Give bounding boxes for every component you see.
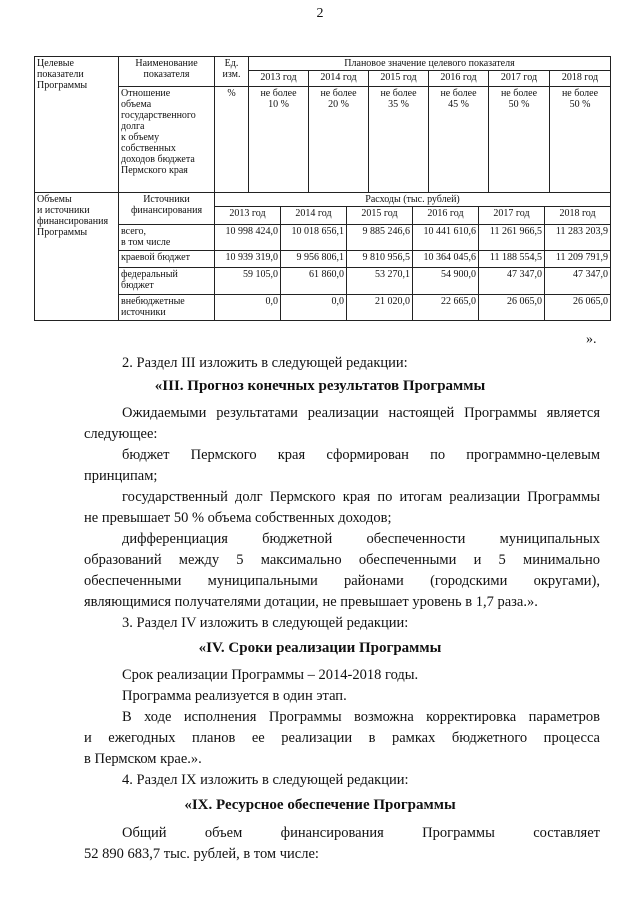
section-heading-IX: «IX. Ресурсное обеспечение Программы (184, 797, 456, 813)
programme-targets-label: Целевые показатели Программы (35, 57, 119, 193)
expense-value: 9 885 246,6 (347, 225, 413, 251)
year-header: 2017 год (489, 71, 550, 87)
paragraph-line: Общий объем финансирования Программы составляет (122, 825, 600, 841)
paragraph-line: государственный долг Пермского края по итогам реализации Программы (122, 489, 600, 505)
table-row (35, 295, 611, 321)
indicator-name: Отношение объема государственного долга к объему собственных доходов бюджета Пермского края (119, 87, 215, 193)
expense-value: 21 020,0 (347, 295, 413, 321)
sources-header: Источники финансирования (119, 193, 215, 225)
paragraph-line: не превышает 50 % объема собственных доходов; (84, 510, 392, 526)
indicator-unit: % (215, 87, 249, 193)
paragraph-line: Срок реализации Программы – 2014-2018 годы. (122, 667, 419, 683)
indicator-name-header: Наименование показателя (119, 57, 215, 87)
plan-value-header: Плановое значение целевого показателя (249, 57, 611, 71)
expense-value: 61 860,0 (281, 268, 347, 295)
table-row (35, 225, 611, 251)
paragraph-line: являющимися получателями дотации, не превышает уровень в 1,7 раза.». (84, 594, 538, 610)
expense-value: 54 900,0 (413, 268, 479, 295)
expense-value: 47 347,0 (545, 268, 611, 295)
indicator-value: не более 10 % (249, 87, 309, 193)
expense-value: 0,0 (215, 295, 281, 321)
year-header: 2014 год (281, 207, 347, 225)
expense-value: 26 065,0 (545, 295, 611, 321)
paragraph-line: бюджет Пермского края сформирован по программно-целевым (122, 447, 600, 463)
page-number: 2 (316, 6, 324, 21)
paragraph-item-2: 2. Раздел III изложить в следующей редакции: (122, 355, 408, 371)
indicator-value: не более 20 % (309, 87, 369, 193)
table-closing-quote: ». (586, 332, 597, 347)
expense-value: 0,0 (281, 295, 347, 321)
year-header: 2016 год (429, 71, 489, 87)
source-label: федеральный бюджет (119, 268, 215, 295)
paragraph-line: в Пермском крае.». (84, 751, 202, 767)
expense-value: 10 364 045,6 (413, 251, 479, 268)
source-label: всего, в том числе (119, 225, 215, 251)
year-header: 2014 год (309, 71, 369, 87)
expense-value: 59 105,0 (215, 268, 281, 295)
year-header: 2018 год (550, 71, 611, 87)
expense-value: 22 665,0 (413, 295, 479, 321)
paragraph-line: обеспеченными муниципальными районами (городскими округами), (84, 573, 600, 589)
expense-value: 9 956 806,1 (281, 251, 347, 268)
year-header: 2013 год (215, 207, 281, 225)
paragraph-line: Ожидаемыми результатами реализации настоящей Программы является (122, 405, 600, 421)
indicator-value: не более 35 % (369, 87, 429, 193)
year-header: 2015 год (347, 207, 413, 225)
expense-value: 26 065,0 (479, 295, 545, 321)
year-header: 2016 год (413, 207, 479, 225)
paragraph-line: дифференциация бюджетной обеспеченности муниципальных (122, 531, 600, 547)
expense-value: 53 270,1 (347, 268, 413, 295)
unit-header: Ед. изм. (215, 57, 249, 87)
expense-value: 9 810 956,5 (347, 251, 413, 268)
indicator-value: не более 50 % (489, 87, 550, 193)
year-header: 2015 год (369, 71, 429, 87)
expense-value: 11 209 791,9 (545, 251, 611, 268)
expense-value: 10 018 656,1 (281, 225, 347, 251)
expense-value: 10 998 424,0 (215, 225, 281, 251)
indicator-value: не более 50 % (550, 87, 611, 193)
target-indicators-table (34, 56, 611, 193)
source-label: внебюджетные источники (119, 295, 215, 321)
paragraph-line: следующее: (84, 426, 158, 442)
paragraph-item-4: 4. Раздел IX изложить в следующей редакции: (122, 772, 409, 788)
expense-value: 10 939 319,0 (215, 251, 281, 268)
expenses-header: Расходы (тыс. рублей) (215, 193, 611, 207)
table-row (35, 251, 611, 268)
paragraph-line: 52 890 683,7 тыс. рублей, в том числе: (84, 846, 319, 862)
paragraph-item-3: 3. Раздел IV изложить в следующей редакции: (122, 615, 409, 631)
expense-value: 11 283 203,9 (545, 225, 611, 251)
year-header: 2018 год (545, 207, 611, 225)
paragraph-line: В ходе исполнения Программы возможна корректировка параметров (122, 709, 600, 725)
section-heading-IV: «IV. Сроки реализации Программы (198, 640, 442, 656)
table-row (35, 268, 611, 295)
source-label: краевой бюджет (119, 251, 215, 268)
expense-value: 47 347,0 (479, 268, 545, 295)
financing-label: Объемы и источники финансирования Программы (35, 193, 119, 321)
expense-value: 10 441 610,6 (413, 225, 479, 251)
paragraph-line: и ежегодных планов ее реализации в рамках бюджетного процесса (84, 730, 600, 746)
financing-table (34, 192, 611, 321)
indicator-value: не более 45 % (429, 87, 489, 193)
paragraph-line: принципам; (84, 468, 158, 484)
section-heading-III: «III. Прогноз конечных результатов Программы (154, 378, 486, 394)
expense-value: 11 188 554,5 (479, 251, 545, 268)
year-header: 2013 год (249, 71, 309, 87)
paragraph-line: образований между 5 максимально обеспеченными и 5 минимально (84, 552, 600, 568)
paragraph-line: Программа реализуется в один этап. (122, 688, 347, 704)
year-header: 2017 год (479, 207, 545, 225)
expense-value: 11 261 966,5 (479, 225, 545, 251)
